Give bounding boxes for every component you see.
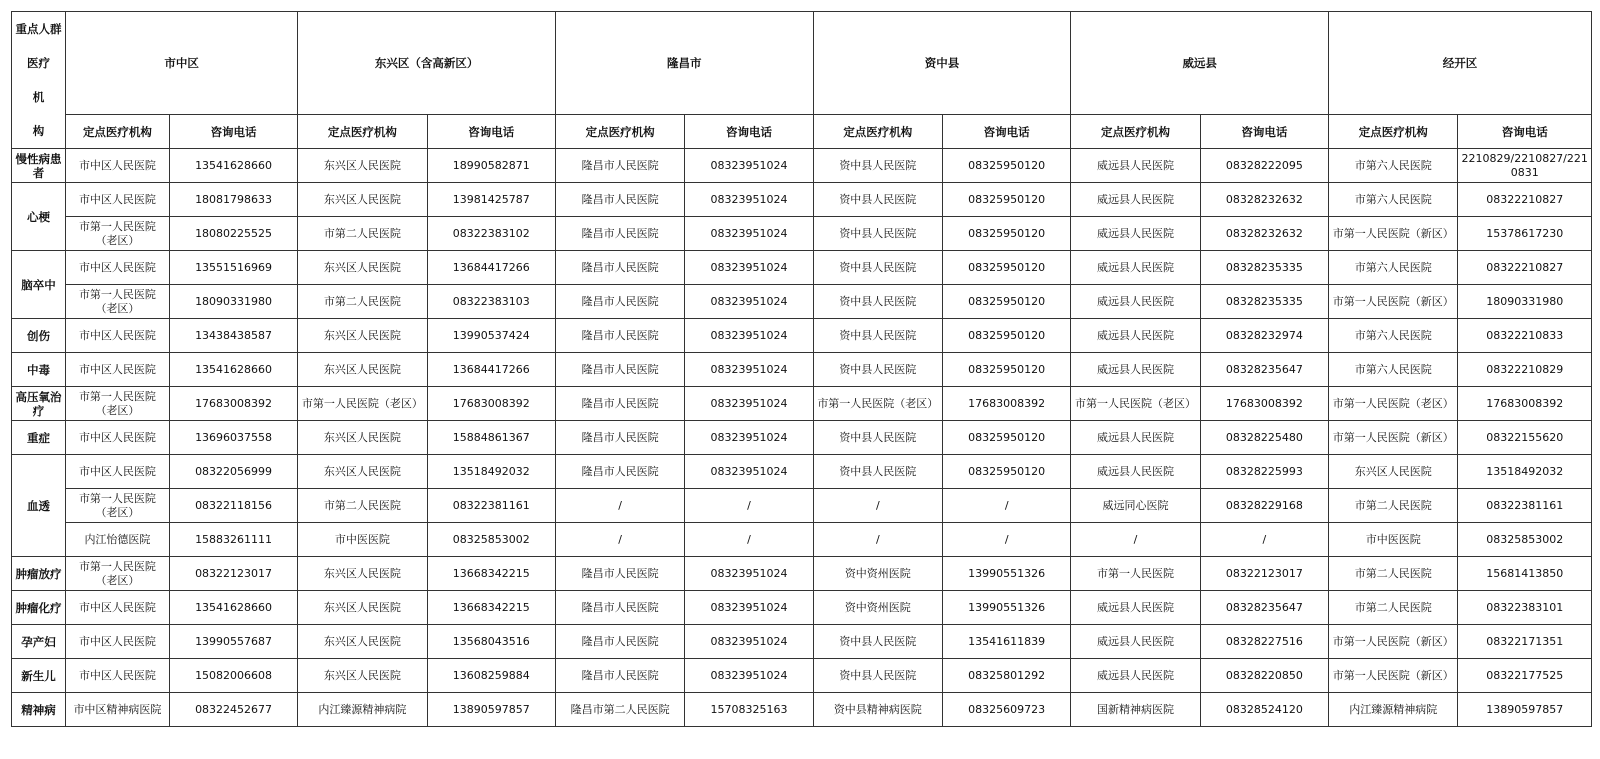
phone-cell: 08322118156 — [169, 489, 297, 523]
phone-cell: 08323951024 — [685, 557, 813, 591]
subheader-org: 定点医疗机构 — [813, 115, 942, 149]
hospital-cell: 资中县人民医院 — [813, 217, 942, 251]
hospital-cell: 市第一人民医院（老区） — [1071, 387, 1200, 421]
phone-cell: 18990582871 — [427, 149, 555, 183]
phone-cell: 08323951024 — [685, 251, 813, 285]
hospital-cell: 资中县人民医院 — [813, 319, 942, 353]
subheader-org: 定点医疗机构 — [1071, 115, 1200, 149]
hospital-cell: 市中医医院 — [1329, 523, 1458, 557]
phone-cell: 08323951024 — [685, 183, 813, 217]
hospital-cell: 隆昌市人民医院 — [555, 455, 684, 489]
hospital-cell: 国新精神病医院 — [1071, 693, 1200, 727]
hospital-cell: 内江怡德医院 — [65, 523, 169, 557]
table-row — [12, 523, 1592, 557]
hospital-cell: 威远县人民医院 — [1071, 659, 1200, 693]
phone-cell: 08328232632 — [1200, 183, 1328, 217]
phone-cell: 08323951024 — [685, 285, 813, 319]
phone-cell: 13568043516 — [427, 625, 555, 659]
hospital-cell: 东兴区人民医院 — [298, 455, 427, 489]
category-label: 肿瘤放疗 — [12, 557, 66, 591]
hospital-cell: 市第一人民医院（老区） — [1329, 387, 1458, 421]
phone-cell: 08322210833 — [1458, 319, 1592, 353]
subheader-org: 定点医疗机构 — [555, 115, 684, 149]
subheader-org: 定点医疗机构 — [65, 115, 169, 149]
category-label: 肿瘤化疗 — [12, 591, 66, 625]
district-header-dongxing: 东兴区（含高新区） — [298, 12, 556, 115]
phone-cell: 08322056999 — [169, 455, 297, 489]
hospital-cell: 东兴区人民医院 — [1329, 455, 1458, 489]
hospital-cell: 东兴区人民医院 — [298, 183, 427, 217]
table-row — [12, 285, 1592, 319]
phone-cell: 13551516969 — [169, 251, 297, 285]
hospital-cell: 市第二人民医院 — [1329, 591, 1458, 625]
phone-cell: 08322210829 — [1458, 353, 1592, 387]
phone-cell: 08322123017 — [1200, 557, 1328, 591]
subheader-phone: 咨询电话 — [1200, 115, 1328, 149]
phone-cell: 17683008392 — [943, 387, 1071, 421]
table-row — [12, 217, 1592, 251]
phone-cell: 08322381161 — [427, 489, 555, 523]
hospital-cell: 市第一人民医院（新区） — [1329, 625, 1458, 659]
phone-cell: 13668342215 — [427, 591, 555, 625]
hospital-cell: 市第二人民医院 — [298, 489, 427, 523]
phone-cell: 13990557687 — [169, 625, 297, 659]
district-header-jingkai: 经开区 — [1329, 12, 1592, 115]
phone-cell: 08328524120 — [1200, 693, 1328, 727]
category-label: 重症 — [12, 421, 66, 455]
phone-cell: 15378617230 — [1458, 217, 1592, 251]
hospital-cell: 隆昌市人民医院 — [555, 251, 684, 285]
category-label: 血透 — [12, 455, 66, 557]
phone-cell: 08328229168 — [1200, 489, 1328, 523]
hospital-cell: 资中县人民医院 — [813, 625, 942, 659]
hospital-cell: 东兴区人民医院 — [298, 251, 427, 285]
phone-cell: 08323951024 — [685, 217, 813, 251]
hospital-cell: 市中区人民医院 — [65, 659, 169, 693]
category-label: 中毒 — [12, 353, 66, 387]
hospital-cell: 市第二人民医院 — [298, 217, 427, 251]
hospital-cell: 隆昌市人民医院 — [555, 421, 684, 455]
phone-cell: 08322383103 — [427, 285, 555, 319]
hospital-cell: 威远县人民医院 — [1071, 251, 1200, 285]
phone-cell: 08325950120 — [943, 421, 1071, 455]
table-row — [12, 591, 1592, 625]
phone-cell: 18090331980 — [169, 285, 297, 319]
category-label: 脑卒中 — [12, 251, 66, 319]
hospital-cell: 内江臻源精神病院 — [1329, 693, 1458, 727]
phone-cell: 08325950120 — [943, 149, 1071, 183]
hospital-cell: 威远县人民医院 — [1071, 591, 1200, 625]
phone-cell: 08322210827 — [1458, 183, 1592, 217]
phone-cell: 08328235335 — [1200, 251, 1328, 285]
hospital-cell: 资中资州医院 — [813, 591, 942, 625]
phone-cell: 08323951024 — [685, 659, 813, 693]
hospital-cell: 市中区人民医院 — [65, 591, 169, 625]
phone-cell: / — [943, 489, 1071, 523]
table-row — [12, 455, 1592, 489]
hospital-cell: 市第六人民医院 — [1329, 353, 1458, 387]
hospital-cell: 隆昌市人民医院 — [555, 217, 684, 251]
hospital-cell: 资中县人民医院 — [813, 251, 942, 285]
subheader-org: 定点医疗机构 — [298, 115, 427, 149]
phone-cell: 08328235335 — [1200, 285, 1328, 319]
hospital-cell: 市第一人民医院（新区） — [1329, 659, 1458, 693]
phone-cell: 15708325163 — [685, 693, 813, 727]
phone-cell: 08322381161 — [1458, 489, 1592, 523]
hospital-cell: 东兴区人民医院 — [298, 557, 427, 591]
phone-cell: 13438438587 — [169, 319, 297, 353]
table-row — [12, 659, 1592, 693]
hospital-cell: 市中区人民医院 — [65, 455, 169, 489]
phone-cell: 13684417266 — [427, 251, 555, 285]
phone-cell: 17683008392 — [427, 387, 555, 421]
hospital-cell: 隆昌市人民医院 — [555, 149, 684, 183]
phone-cell: 17683008392 — [1458, 387, 1592, 421]
phone-cell: 13541628660 — [169, 353, 297, 387]
hospital-cell: 隆昌市人民医院 — [555, 319, 684, 353]
phone-cell: 08323951024 — [685, 149, 813, 183]
subheader-phone: 咨询电话 — [943, 115, 1071, 149]
hospital-cell: 威远同心医院 — [1071, 489, 1200, 523]
phone-cell: 17683008392 — [1200, 387, 1328, 421]
hospital-cell: 市中区人民医院 — [65, 149, 169, 183]
table-row — [12, 693, 1592, 727]
table-row — [12, 183, 1592, 217]
phone-cell: 08322155620 — [1458, 421, 1592, 455]
corner-label-line: 机 — [12, 80, 66, 114]
phone-cell: 13541628660 — [169, 591, 297, 625]
hospital-cell: 隆昌市人民医院 — [555, 387, 684, 421]
subheader-row — [12, 115, 1592, 149]
hospital-cell: 市中区人民医院 — [65, 251, 169, 285]
hospital-contact-table — [11, 11, 1592, 727]
phone-cell: / — [943, 523, 1071, 557]
phone-cell: 08322177525 — [1458, 659, 1592, 693]
hospital-cell: 资中县人民医院 — [813, 455, 942, 489]
phone-cell: 08322123017 — [169, 557, 297, 591]
hospital-cell: 隆昌市人民医院 — [555, 353, 684, 387]
phone-cell: 08328225480 — [1200, 421, 1328, 455]
hospital-cell: 威远县人民医院 — [1071, 149, 1200, 183]
phone-cell: 17683008392 — [169, 387, 297, 421]
hospital-cell: / — [813, 489, 942, 523]
table-row — [12, 625, 1592, 659]
phone-cell: 15883261111 — [169, 523, 297, 557]
hospital-cell: 市第二人民医院 — [1329, 557, 1458, 591]
table-row — [12, 421, 1592, 455]
hospital-cell: 资中县人民医院 — [813, 659, 942, 693]
phone-cell: 08322383102 — [427, 217, 555, 251]
hospital-cell: 威远县人民医院 — [1071, 421, 1200, 455]
phone-cell: 08325609723 — [943, 693, 1071, 727]
phone-cell: 13541611839 — [943, 625, 1071, 659]
hospital-cell: 市第六人民医院 — [1329, 251, 1458, 285]
hospital-cell: 资中县人民医院 — [813, 421, 942, 455]
category-label: 心梗 — [12, 183, 66, 251]
phone-cell: 08328235647 — [1200, 353, 1328, 387]
phone-cell: 13990537424 — [427, 319, 555, 353]
phone-cell: 08325950120 — [943, 217, 1071, 251]
hospital-cell: 资中县精神病医院 — [813, 693, 942, 727]
hospital-cell: 隆昌市人民医院 — [555, 557, 684, 591]
phone-cell: 13696037558 — [169, 421, 297, 455]
table-row — [12, 353, 1592, 387]
hospital-cell: 市第一人民医院（老区） — [298, 387, 427, 421]
hospital-cell: 资中县人民医院 — [813, 285, 942, 319]
phone-cell: 08325950120 — [943, 319, 1071, 353]
hospital-cell: 市中区人民医院 — [65, 625, 169, 659]
hospital-cell: / — [813, 523, 942, 557]
phone-cell: 08323951024 — [685, 353, 813, 387]
phone-cell: 08322171351 — [1458, 625, 1592, 659]
subheader-phone: 咨询电话 — [1458, 115, 1592, 149]
phone-cell: 13518492032 — [427, 455, 555, 489]
hospital-cell: 市第一人民医院 — [1071, 557, 1200, 591]
phone-cell: 08323951024 — [685, 625, 813, 659]
hospital-cell: 隆昌市人民医院 — [555, 591, 684, 625]
phone-cell: 08325950120 — [943, 285, 1071, 319]
header-row — [12, 12, 1592, 46]
hospital-cell: 东兴区人民医院 — [298, 659, 427, 693]
hospital-cell: 市第一人民医院（新区） — [1329, 421, 1458, 455]
category-label: 孕产妇 — [12, 625, 66, 659]
phone-cell: 13990551326 — [943, 591, 1071, 625]
hospital-cell: 资中县人民医院 — [813, 183, 942, 217]
hospital-cell: 市第一人民医院（新区） — [1329, 217, 1458, 251]
hospital-cell: 市第一人民医院（新区） — [1329, 285, 1458, 319]
category-label: 创伤 — [12, 319, 66, 353]
phone-cell: 08328225993 — [1200, 455, 1328, 489]
phone-cell: 13608259884 — [427, 659, 555, 693]
category-label: 高压氧治疗 — [12, 387, 66, 421]
table-row — [12, 149, 1592, 183]
hospital-cell: 市第六人民医院 — [1329, 319, 1458, 353]
phone-cell: 08323951024 — [685, 591, 813, 625]
phone-cell: 2210829/2210827/2210831 — [1458, 149, 1592, 183]
hospital-cell: 威远县人民医院 — [1071, 353, 1200, 387]
table-row — [12, 387, 1592, 421]
hospital-cell: 资中资州医院 — [813, 557, 942, 591]
phone-cell: 15082006608 — [169, 659, 297, 693]
hospital-cell: / — [1071, 523, 1200, 557]
hospital-cell: 威远县人民医院 — [1071, 217, 1200, 251]
hospital-cell: 市第六人民医院 — [1329, 149, 1458, 183]
hospital-cell: 隆昌市人民医院 — [555, 285, 684, 319]
hospital-cell: 市中区人民医院 — [65, 183, 169, 217]
phone-cell: 15884861367 — [427, 421, 555, 455]
phone-cell: / — [1200, 523, 1328, 557]
hospital-cell: 市第二人民医院 — [1329, 489, 1458, 523]
subheader-phone: 咨询电话 — [685, 115, 813, 149]
hospital-cell: 市第一人民医院（老区） — [65, 489, 169, 523]
district-header-zizhong: 资中县 — [813, 12, 1071, 115]
phone-cell: 08323951024 — [685, 421, 813, 455]
phone-cell: 08323951024 — [685, 387, 813, 421]
hospital-cell: 市第一人民医院（老区） — [65, 217, 169, 251]
subheader-org: 定点医疗机构 — [1329, 115, 1458, 149]
phone-cell: / — [685, 489, 813, 523]
phone-cell: 08328235647 — [1200, 591, 1328, 625]
category-label: 精神病 — [12, 693, 66, 727]
phone-cell: 13518492032 — [1458, 455, 1592, 489]
phone-cell: 18090331980 — [1458, 285, 1592, 319]
hospital-cell: 威远县人民医院 — [1071, 183, 1200, 217]
table-body — [12, 12, 1592, 727]
table-row — [12, 319, 1592, 353]
phone-cell: 13668342215 — [427, 557, 555, 591]
corner-label-line: 构 — [12, 115, 66, 149]
category-label: 新生儿 — [12, 659, 66, 693]
phone-cell: 08328232974 — [1200, 319, 1328, 353]
hospital-cell: 隆昌市人民医院 — [555, 183, 684, 217]
hospital-cell: 威远县人民医院 — [1071, 625, 1200, 659]
phone-cell: 08325950120 — [943, 251, 1071, 285]
corner-label-line: 医疗 — [12, 46, 66, 80]
hospital-cell: 东兴区人民医院 — [298, 421, 427, 455]
phone-cell: 08325950120 — [943, 353, 1071, 387]
phone-cell: 13684417266 — [427, 353, 555, 387]
phone-cell: 08325853002 — [427, 523, 555, 557]
hospital-cell: 市第一人民医院（老区） — [813, 387, 942, 421]
hospital-cell: 市第一人民医院（老区） — [65, 387, 169, 421]
phone-cell: 08325853002 — [1458, 523, 1592, 557]
district-header-weiyuan: 威远县 — [1071, 12, 1329, 115]
hospital-cell: 威远县人民医院 — [1071, 319, 1200, 353]
phone-cell: 15681413850 — [1458, 557, 1592, 591]
hospital-cell: 隆昌市第二人民医院 — [555, 693, 684, 727]
phone-cell: 13990551326 — [943, 557, 1071, 591]
phone-cell: 08325801292 — [943, 659, 1071, 693]
phone-cell: 13541628660 — [169, 149, 297, 183]
subheader-phone: 咨询电话 — [169, 115, 297, 149]
hospital-cell: / — [555, 523, 684, 557]
hospital-cell: 资中县人民医院 — [813, 149, 942, 183]
phone-cell: 08328220850 — [1200, 659, 1328, 693]
table-row — [12, 557, 1592, 591]
phone-cell: 08323951024 — [685, 455, 813, 489]
hospital-cell: / — [555, 489, 684, 523]
phone-cell: 13890597857 — [1458, 693, 1592, 727]
phone-cell: 08322210827 — [1458, 251, 1592, 285]
phone-cell: 08328232632 — [1200, 217, 1328, 251]
subheader-phone: 咨询电话 — [427, 115, 555, 149]
phone-cell: 13981425787 — [427, 183, 555, 217]
hospital-cell: 隆昌市人民医院 — [555, 625, 684, 659]
phone-cell: 08322383101 — [1458, 591, 1592, 625]
table-container — [11, 11, 1592, 727]
phone-cell: 18080225525 — [169, 217, 297, 251]
hospital-cell: 威远县人民医院 — [1071, 455, 1200, 489]
phone-cell: 08328227516 — [1200, 625, 1328, 659]
hospital-cell: 市中医医院 — [298, 523, 427, 557]
district-header-shizhong: 市中区 — [65, 12, 297, 115]
hospital-cell: 市第六人民医院 — [1329, 183, 1458, 217]
phone-cell: 13890597857 — [427, 693, 555, 727]
district-header-longchang: 隆昌市 — [555, 12, 813, 115]
corner-label-line: 重点人群 — [12, 12, 66, 46]
hospital-cell: 隆昌市人民医院 — [555, 659, 684, 693]
table-row — [12, 251, 1592, 285]
hospital-cell: 东兴区人民医院 — [298, 319, 427, 353]
hospital-cell: 市中区精神病医院 — [65, 693, 169, 727]
hospital-cell: 市中区人民医院 — [65, 353, 169, 387]
hospital-cell: 市第二人民医院 — [298, 285, 427, 319]
phone-cell: 08322452677 — [169, 693, 297, 727]
hospital-cell: 市第一人民医院（老区） — [65, 285, 169, 319]
phone-cell: / — [685, 523, 813, 557]
hospital-cell: 东兴区人民医院 — [298, 149, 427, 183]
hospital-cell: 威远县人民医院 — [1071, 285, 1200, 319]
phone-cell: 08325950120 — [943, 455, 1071, 489]
phone-cell: 18081798633 — [169, 183, 297, 217]
phone-cell: 08328222095 — [1200, 149, 1328, 183]
hospital-cell: 市第一人民医院（老区） — [65, 557, 169, 591]
hospital-cell: 东兴区人民医院 — [298, 625, 427, 659]
category-label: 慢性病患者 — [12, 149, 66, 183]
phone-cell: 08323951024 — [685, 319, 813, 353]
hospital-cell: 内江臻源精神病院 — [298, 693, 427, 727]
hospital-cell: 东兴区人民医院 — [298, 353, 427, 387]
hospital-cell: 东兴区人民医院 — [298, 591, 427, 625]
hospital-cell: 资中县人民医院 — [813, 353, 942, 387]
hospital-cell: 市中区人民医院 — [65, 319, 169, 353]
table-row — [12, 489, 1592, 523]
hospital-cell: 市中区人民医院 — [65, 421, 169, 455]
phone-cell: 08325950120 — [943, 183, 1071, 217]
